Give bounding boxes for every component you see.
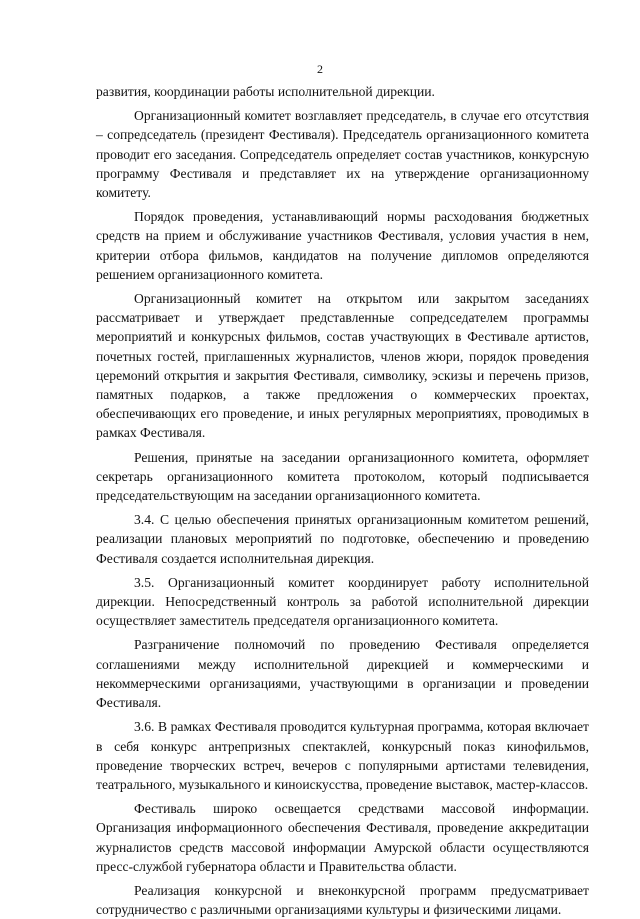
- document-body: [96, 82, 589, 919]
- paragraph-clause-3-5: 3.5. Организационный комитет координирует работу исполнительной дирекции. Непосредственный контроль за работой исполнительной дирекции осуществляет заместитель председателя организационного комитета.: [96, 574, 589, 629]
- paragraph-delimitation: Разграничение полномочий по проведению Фестиваля определяется соглашениями между исполнительной дирекцией и коммерческими и некоммерческими организациями, участвующими в организации и проведении Фестиваля.: [96, 637, 589, 711]
- paragraph-clause-3-4: 3.4. С целью обеспечения принятых организационным комитетом решений, реализации плановых мероприятий по подготовке, обеспечению и проведению Фестиваля создается исполнительная дирекция.: [96, 512, 589, 566]
- paragraph-continuation: развития, координации работы исполнительной дирекции.: [96, 84, 435, 99]
- page-number: 2: [317, 62, 323, 76]
- paragraph-cooperation: Реализация конкурсной и внеконкурсной программ предусматривает сотрудничество с различными организациями культуры и физическими лицами.: [96, 882, 589, 918]
- paragraph-committee-chair: Организационный комитет возглавляет председатель, в случае его отсутствия – сопредседатель (президент Фестиваля). Председатель организационного комитета проводит его заседания. Сопредседатель определяет состав участников, конкурсную программу Фестиваля и представляет их на утверждение организационному комитету.: [96, 108, 589, 201]
- paragraph-procedure: Порядок проведения, устанавливающий нормы расходования бюджетных средств на прием и обслуживание участников Фестиваля, условия участия в нем, критерии отбора фильмов, кандидатов на получение дипломов определяются решением организационного комитета.: [96, 209, 589, 282]
- paragraph-clause-3-6: 3.6. В рамках Фестиваля проводится культурная программа, которая включает в себя конкурс антрепризных спектаклей, конкурсный показ кинофильмов, проведение творческих встреч, вечеров с популярными артистами телевидения, театрального, музыкального и киноискусства, проведение выставок, мастер-классов.: [96, 719, 589, 792]
- paragraph-committee-sessions: Организационный комитет на открытом или закрытом заседаниях рассматривает и утверждает представленные сопредседателем программы мероприятий и конкурсных фильмов, состав участвующих в Фестивале артистов, почетных гостей, приглашенных журналистов, членов жюри, порядок проведения церемоний открытия и закрытия Фестиваля, символику, эскизы и перечень призов, памятных подарков, а также предложения о коммерческих проектах, обеспечивающих его проведение, и иных регулярных мероприятиях, проводимых в рамках Фестиваля.: [96, 291, 589, 441]
- paragraph-media-coverage: Фестиваль широко освещается средствами массовой информации. Организация информационного обеспечения Фестиваля, проведение аккредитации журналистов средств массовой информации Амурской области осуществляются пресс-службой губернатора области и Правительства области.: [96, 801, 589, 874]
- paragraph-decisions: Решения, принятые на заседании организационного комитета, оформляет секретарь организационного комитета протоколом, который подписывается председательствующим на заседании организационного комитета.: [96, 449, 589, 504]
